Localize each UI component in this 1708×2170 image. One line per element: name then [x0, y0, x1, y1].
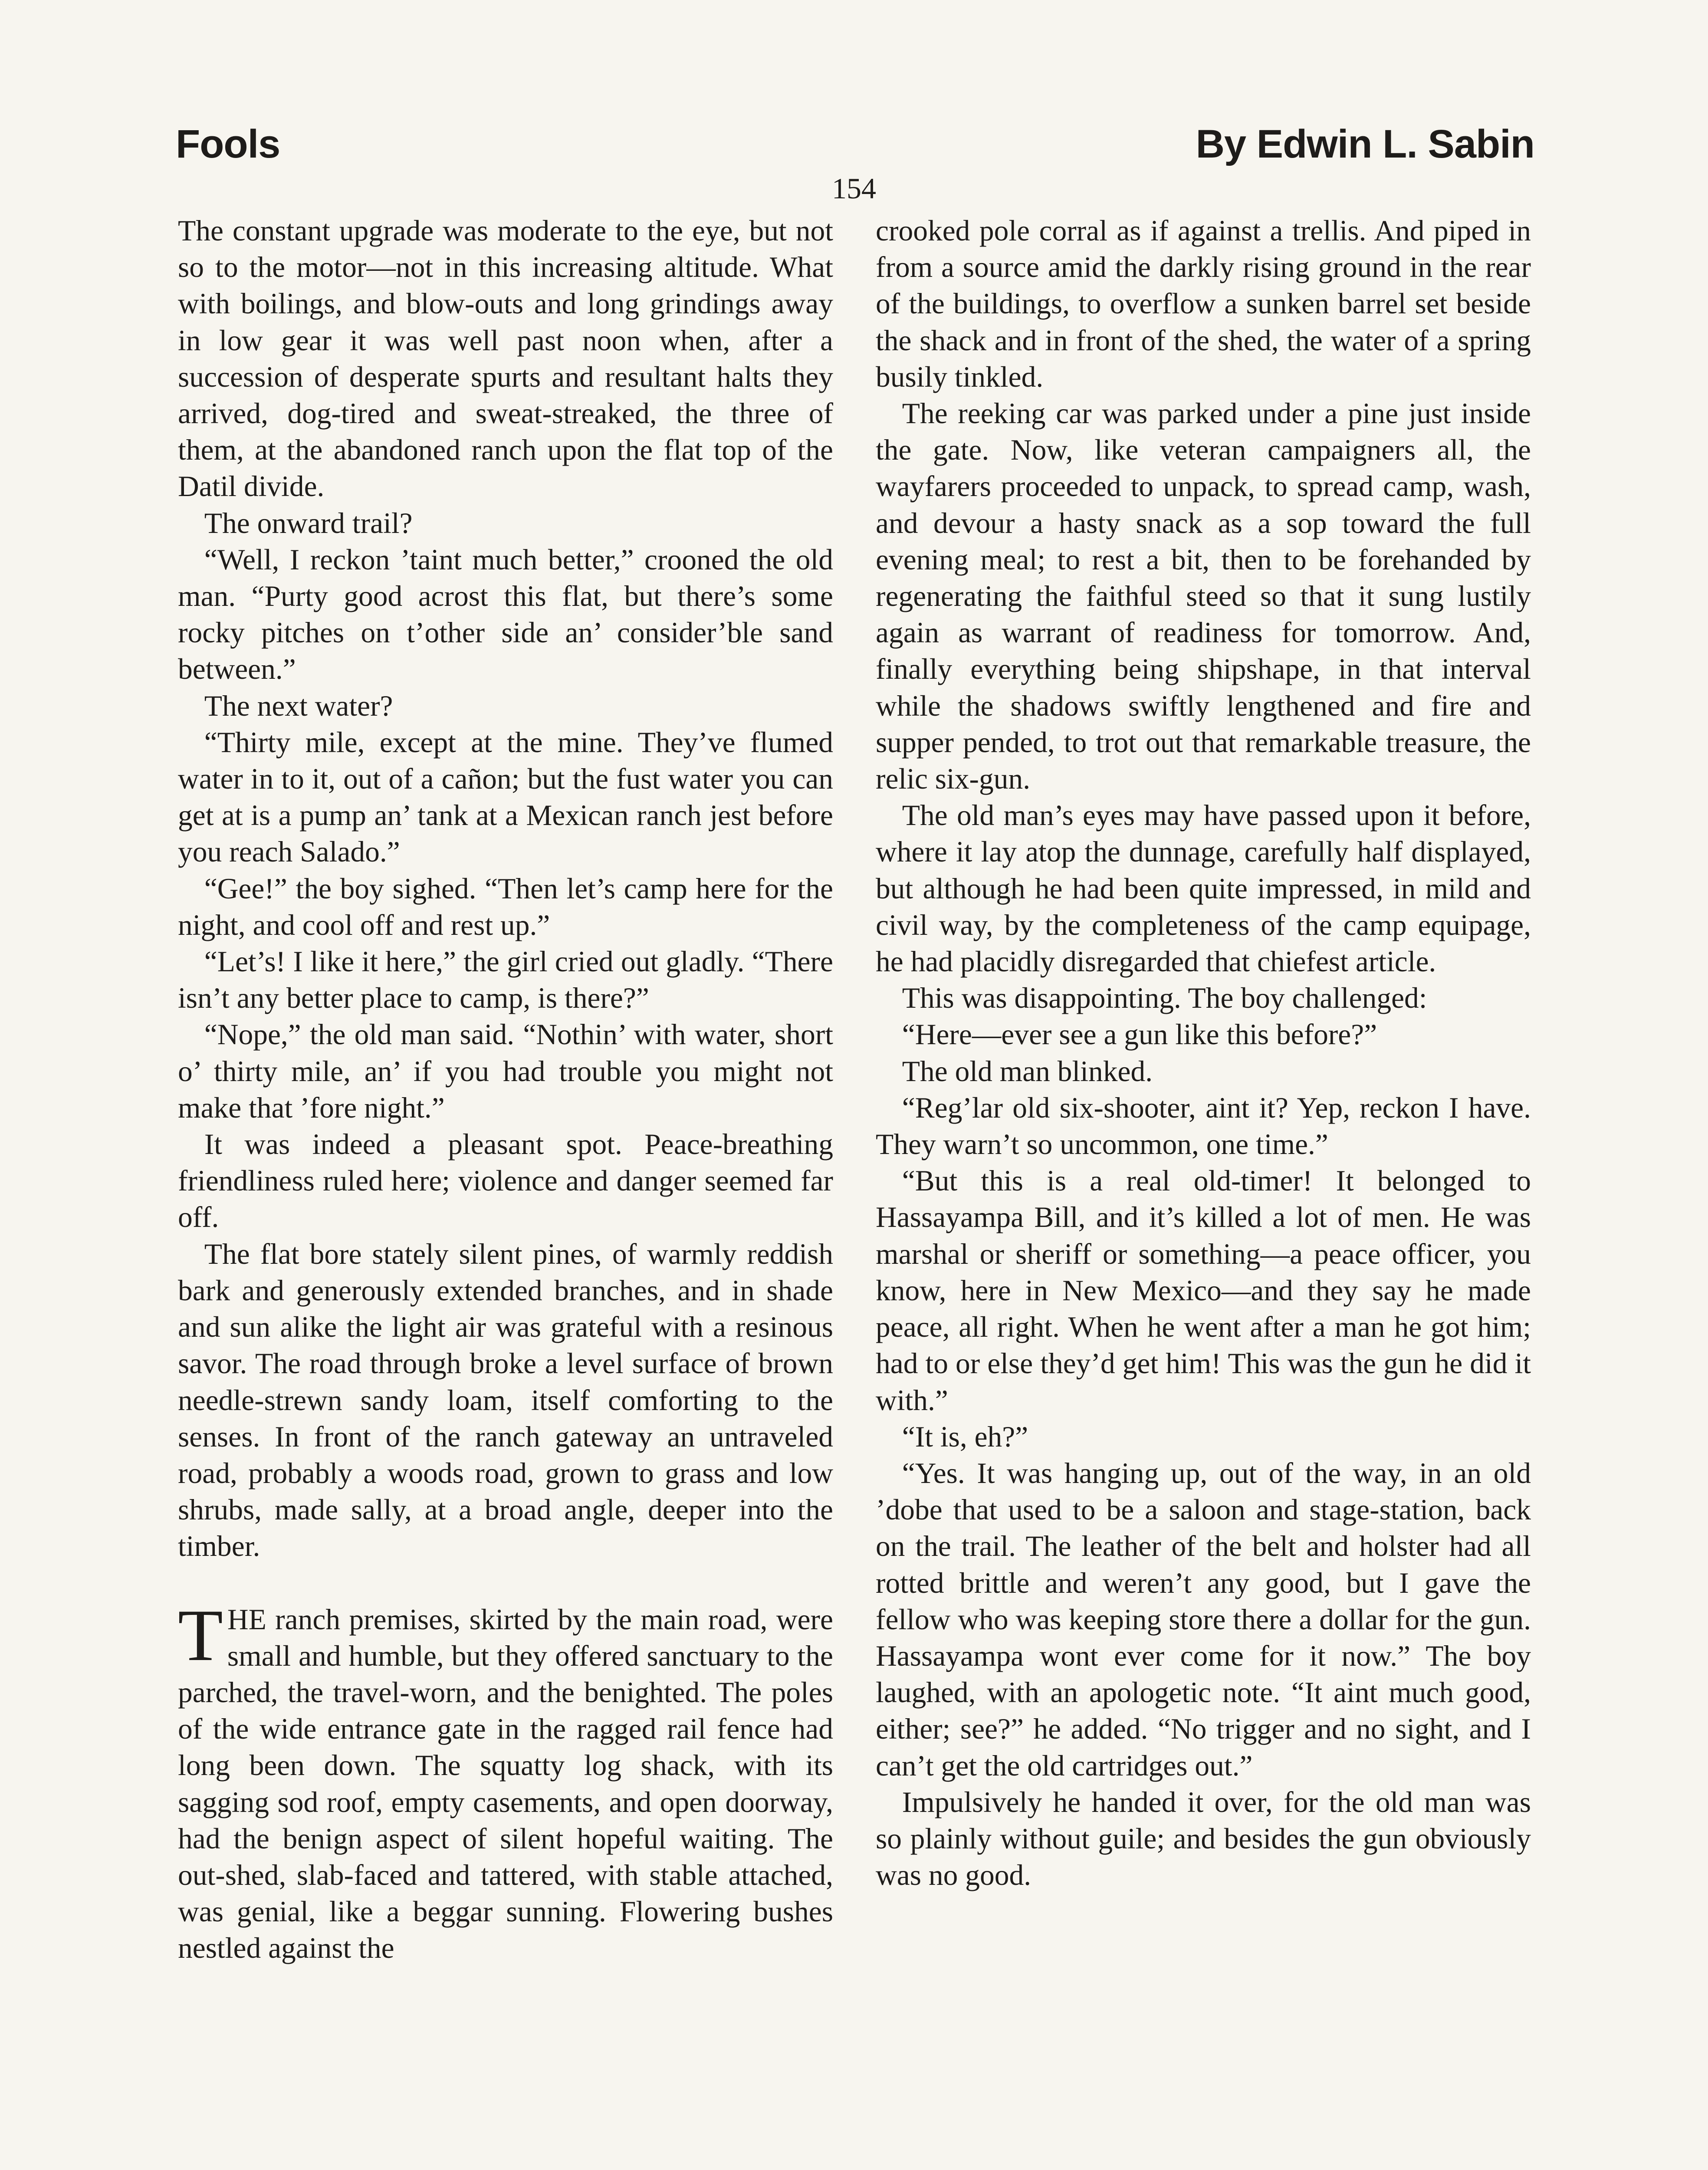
paragraph: The reeking car was parked under a pine just inside the gate. Now, like veteran campaigners all, the wayfarers proceeded to unpack, to spread camp, wash, and devour a hasty snack as a sop toward the full evening meal; to rest a bit, then to be forehanded by regenerating the faithful steed so that it sung lustily again as warrant of readiness for tomorrow. And, finally everything being shipshape, in that interval while the shadows swiftly lengthened and fire and supper pended, to trot out that remarkable treasure, the relic six-gun. [876, 397, 1531, 796]
paragraph: “Let’s! I like it here,” the girl cried out gladly. “There isn’t any better place to camp, is there?” [178, 945, 833, 1015]
paragraph: “Thirty mile, except at the mine. They’ve flumed water in to it, out of a cañon; but the fust water you can get at is a pump an’ tank at a Mexican ranch jest before you reach Salado.” [178, 726, 833, 868]
left-column [178, 213, 833, 1967]
paragraph: “Nope,” the old man said. “Nothin’ with water, short o’ thirty mile, an’ if you had trouble you might not make that ’fore night.” [178, 1018, 833, 1124]
story-title: Fools [176, 122, 280, 166]
section-break [178, 1565, 833, 1601]
page-number: 154 [832, 172, 876, 205]
page-header [176, 122, 1534, 178]
paragraph: The constant upgrade was moderate to the eye, but not so to the motor—not in this increasing altitude. What with boilings, and blow-outs and long grindings away in low gear it was well past noon when, after a succession of desperate spurts and resultant halts they arrived, dog-tired and sweat-streaked, the three of them, at the abandoned ranch upon the flat top of the Datil divide. [178, 214, 833, 503]
paragraph: The next water? [204, 689, 393, 722]
paragraph-continuation: crooked pole corral as if against a trellis. And piped in from a source amid the darkly rising ground in the rear of the buildings, to overflow a sunken barrel set beside the shack and in front of the shed, the water of a spring busily tinkled. [876, 214, 1531, 393]
section-opening-paragraph [178, 1594, 833, 1967]
paragraph: “Well, I reckon ’taint much better,” crooned the old man. “Purty good acrost this flat, but there’s some rocky pitches on t’other side an’ consider’ble sand between.” [178, 543, 833, 686]
drop-cap: T [178, 1594, 223, 1676]
paragraph: “Here—ever see a gun like this before?” [902, 1018, 1377, 1051]
paragraph: This was disappointing. The boy challenged: [902, 982, 1427, 1015]
paragraph: “Gee!” the boy sighed. “Then let’s camp here for the night, and cool off and rest up.” [178, 872, 833, 941]
paragraph: “But this is a real old-timer! It belonged to Hassayampa Bill, and it’s killed a lot of men. He was marshal or sheriff or something—a peace officer, you know, here in New Mexico—and they say he made peace, all right. When he went after a man he got him; had to or else they’d get him! This was the gun he did it with.” [876, 1164, 1531, 1417]
paragraph: The old man’s eyes may have passed upon it before, where it lay atop the dunnage, carefully half displayed, but although he had been quite impressed, in mild and civil way, by the completeness of the camp equipage, he had placidly disregarded that chiefest article. [876, 799, 1531, 978]
paragraph: “Yes. It was hanging up, out of the way, in an old ’dobe that used to be a saloon and stage-station, back on the trail. The leather of the belt and holster had all rotted brittle and weren’t any good, but I gave the fellow who was keeping store there a dollar for the gun. Hassayampa wont ever come for it now.” The boy laughed, with an apologetic note. “It aint much good, either; see?” he added. “No trigger and no sight, and I can’t get the old cartridges out.” [876, 1457, 1531, 1782]
paragraph: The onward trail? [204, 506, 413, 539]
paragraph: Impulsively he handed it over, for the old man was so plainly without guile; and besides the gun obviously was no good. [876, 1785, 1531, 1892]
paragraph: “Reg’lar old six-shooter, aint it? Yep, reckon I have. They warn’t so uncommon, one time.” [876, 1091, 1531, 1161]
author-byline: By Edwin L. Sabin [1196, 122, 1534, 166]
paragraph-text: HE ranch premises, skirted by the main road, were small and humble, but they offered sanctuary to the parched, the travel-worn, and the benighted. The poles of the wide entrance gate in the ragged rail fence had long been down. The squatty log shack, with its sagging sod roof, empty casements, and open doorway, had the benign aspect of silent hopeful waiting. The out-shed, slab-faced and tattered, with stable attached, was genial, like a beggar sunning. Flowering bushes nestled against the [178, 1603, 833, 1965]
right-column [876, 213, 1531, 1894]
paragraph: It was indeed a pleasant spot. Peace-breathing friendliness ruled here; violence and danger seemed far off. [178, 1128, 833, 1234]
paragraph: The old man blinked. [902, 1055, 1153, 1088]
paragraph: The flat bore stately silent pines, of warmly reddish bark and generously extended branches, and in shade and sun alike the light air was grateful with a resinous savor. The road through broke a level surface of brown needle-strewn sandy loam, itself comforting to the senses. In front of the ranch gateway an untraveled road, probably a woods road, grown to grass and low shrubs, made sally, at a broad angle, deeper into the timber. [178, 1237, 833, 1563]
paragraph: “It is, eh?” [902, 1420, 1028, 1453]
